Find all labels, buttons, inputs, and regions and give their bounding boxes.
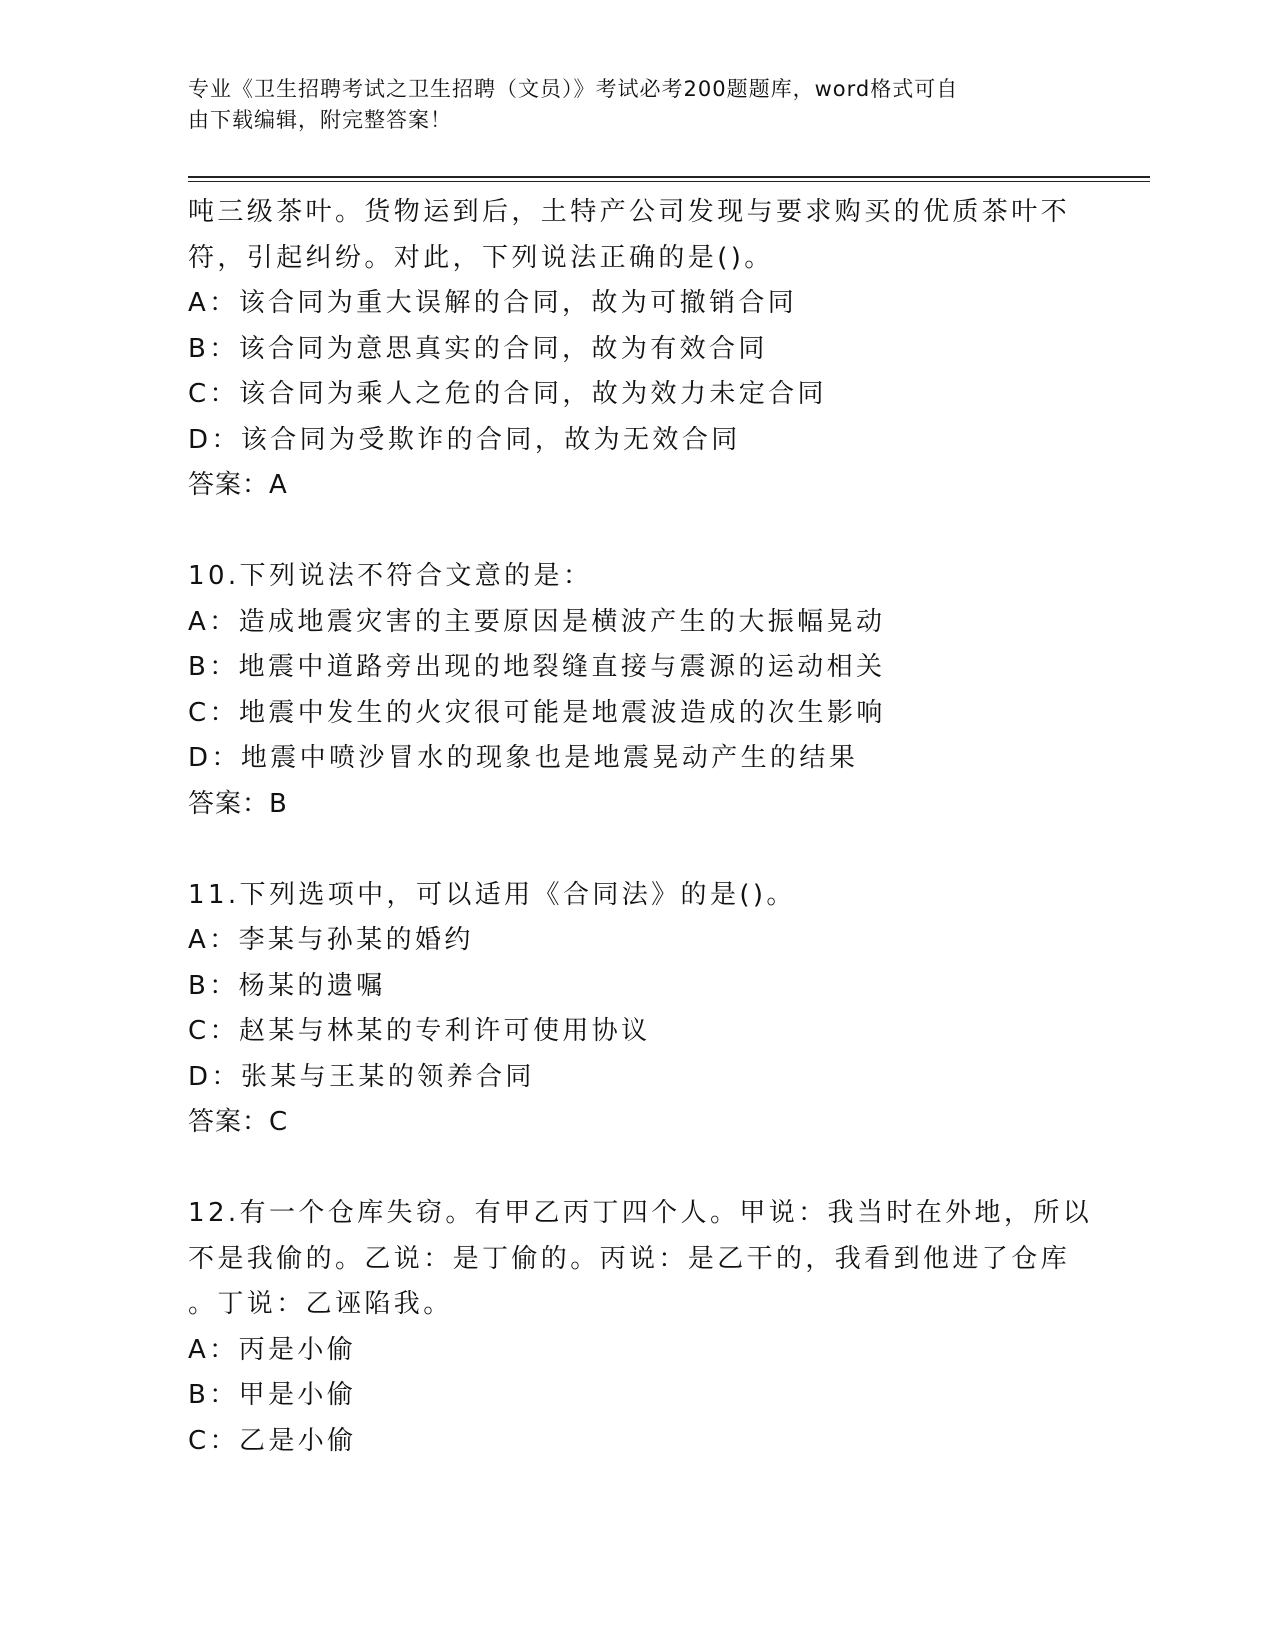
question-stem: 不是我偷的。乙说：是丁偷的。丙说：是乙干的，我看到他进了仓库 — [188, 1243, 1071, 1274]
question-list — [188, 190, 1093, 1464]
spacer — [188, 1146, 1088, 1192]
answer: 答案：C — [188, 1107, 289, 1137]
option-b: B：该合同为意思真实的合同，故为有效合同 — [188, 333, 768, 364]
option-b: B：甲是小偷 — [188, 1380, 357, 1410]
option-a: A：丙是小偷 — [188, 1334, 357, 1365]
question-stem: 11.下列选项中，可以适用《合同法》的是()。 — [188, 879, 796, 910]
option-c: C：地震中发生的火灾很可能是地震波造成的次生影响 — [188, 697, 886, 728]
option-c: C：赵某与林某的专利许可使用协议 — [188, 1016, 651, 1046]
option-c: C：乙是小偷 — [188, 1425, 357, 1456]
question-stem: 吨三级茶叶。货物运到后，土特产公司发现与要求购买的优质茶叶不 — [188, 197, 1071, 227]
question-stem: 符，引起纠纷。对此，下列说法正确的是()。 — [188, 242, 774, 273]
header-rule-thick — [188, 176, 1150, 178]
spacer — [188, 509, 1088, 555]
option-a: A：造成地震灾害的主要原因是横波产生的大振幅晃动 — [188, 606, 886, 637]
option-d: D：该合同为受欺诈的合同，故为无效合同 — [188, 424, 741, 455]
question-11 — [188, 873, 1088, 1146]
question-stem: 10.下列说法不符合文意的是： — [188, 561, 593, 591]
answer: 答案：A — [188, 470, 288, 500]
header-rule-thin — [188, 181, 1150, 182]
option-c: C：该合同为乘人之危的合同，故为效力未定合同 — [188, 379, 827, 409]
question-12 — [188, 1191, 1093, 1464]
question-stem: 。丁说：乙诬陷我。 — [188, 1289, 453, 1319]
document-header — [188, 74, 1068, 136]
option-d: D：张某与王某的领养合同 — [188, 1061, 535, 1092]
question-9 — [188, 190, 1088, 509]
question-stem: 12.有一个仓库失窃。有甲乙丙丁四个人。甲说：我当时在外地，所以 — [188, 1198, 1093, 1228]
option-a: A：该合同为重大误解的合同，故为可撤销合同 — [188, 288, 798, 318]
header-line-1: 专业《卫生招聘考试之卫生招聘（文员）》考试必考200题题库，word格式可自 — [188, 77, 959, 101]
option-b: B：地震中道路旁出现的地裂缝直接与震源的运动相关 — [188, 652, 886, 682]
question-10 — [188, 554, 1088, 827]
option-a: A：李某与孙某的婚约 — [188, 925, 474, 955]
option-b: B：杨某的遗嘱 — [188, 970, 386, 1001]
option-d: D：地震中喷沙冒水的现象也是地震晃动产生的结果 — [188, 743, 859, 773]
answer: 答案：B — [188, 788, 288, 819]
header-line-2: 由下载编辑，附完整答案！ — [188, 108, 452, 132]
spacer — [188, 827, 1088, 873]
